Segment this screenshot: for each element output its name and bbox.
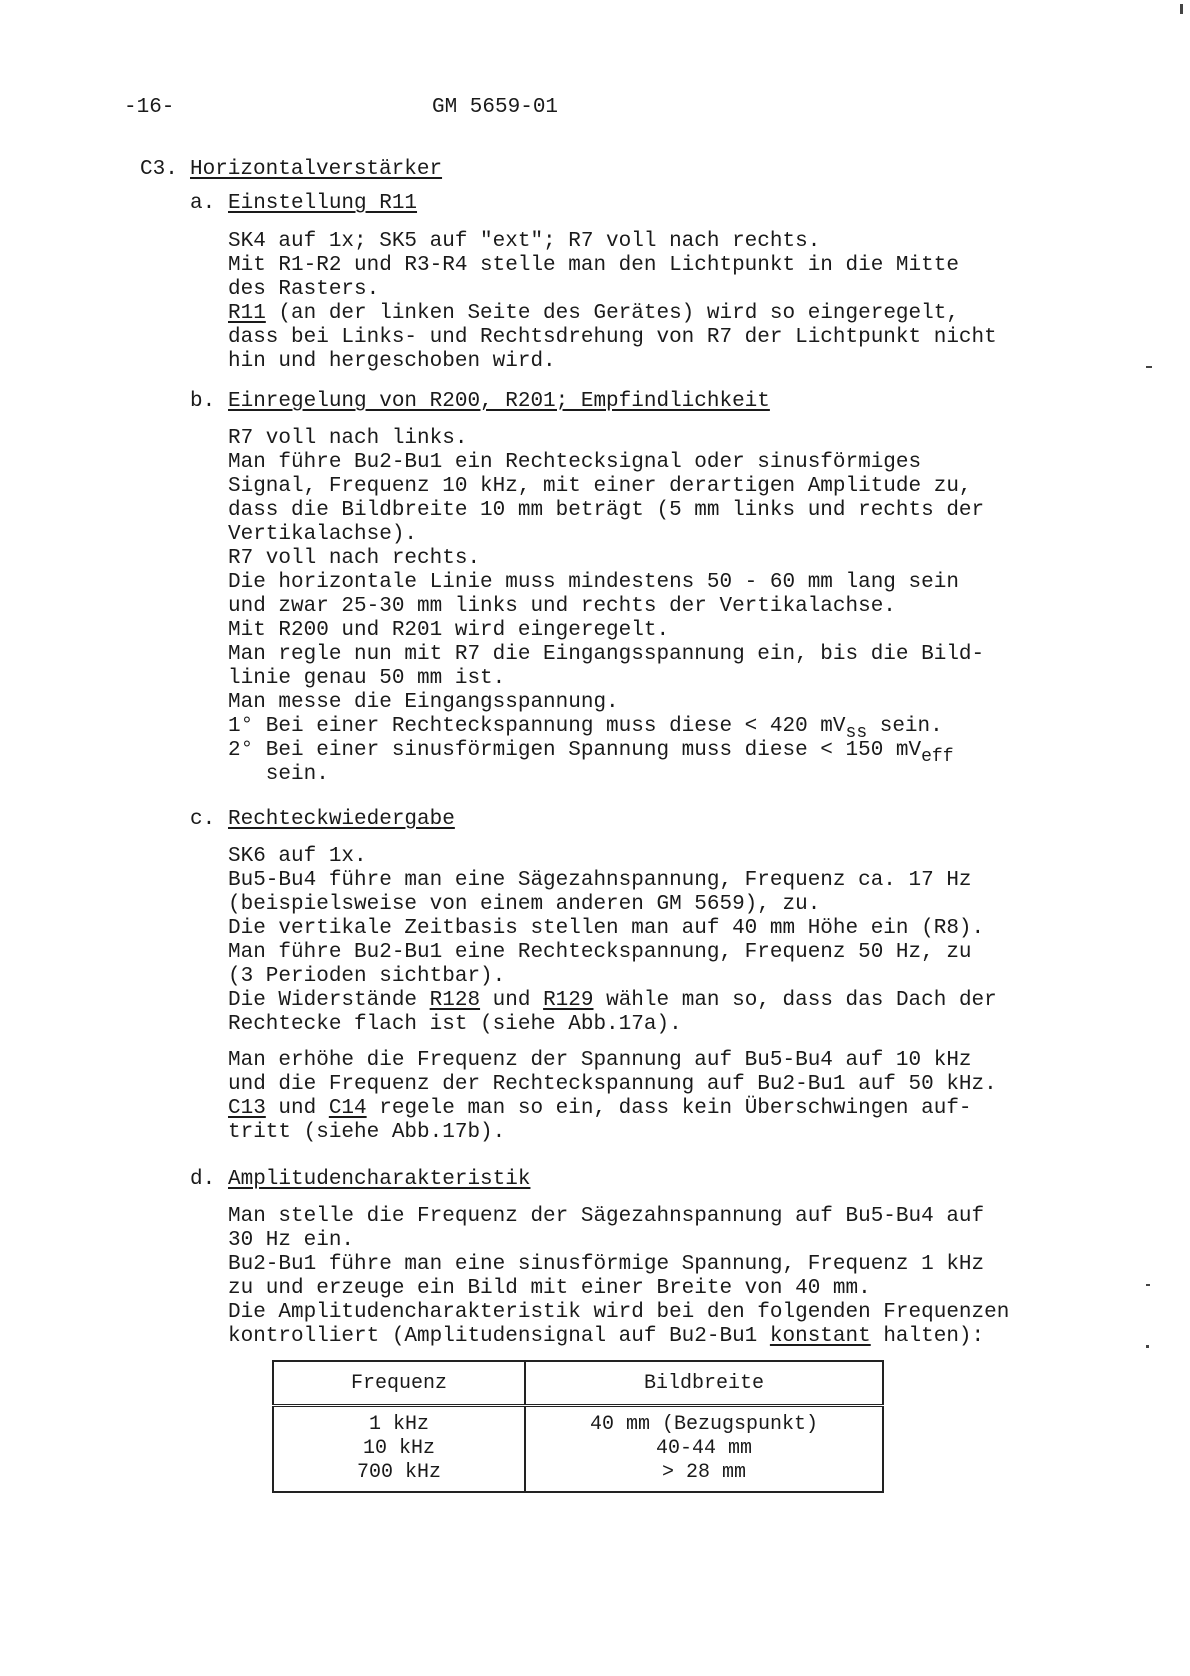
subsection-c-title: Rechteckwiedergabe	[228, 808, 455, 831]
frequency-value: 1 kHz	[368, 1413, 429, 1436]
subsection-b-title: Einregelung von R200, R201; Empfindlichkeit	[228, 390, 770, 413]
text-line: Bu2-Bu1 führe man eine sinusförmige Spannung, Frequenz 1 kHz	[228, 1253, 985, 1276]
text-line: Man regle nun mit R7 die Eingangsspannung ein, bis die Bild-	[228, 643, 985, 666]
text-span: sein.	[867, 715, 943, 738]
subsection-b-label: b.	[190, 390, 216, 413]
subscript: ss	[845, 723, 868, 743]
text-span: und	[480, 989, 544, 1012]
width-value: 40-44 mm	[655, 1437, 752, 1460]
subscript: eff	[921, 747, 954, 767]
subsection-d-label: d.	[190, 1168, 216, 1191]
text-span: Die Widerstände	[228, 989, 430, 1012]
ref-c14: C14	[328, 1097, 367, 1120]
text-line: Mit R1-R2 und R3-R4 stelle man den Lichtpunkt in die Mitte	[228, 254, 959, 277]
text-line: (3 Perioden sichtbar).	[228, 965, 506, 988]
text-line: R7 voll nach rechts.	[228, 547, 481, 570]
frequency-cell	[273, 1406, 525, 1493]
subsection-c-label: c.	[190, 808, 216, 831]
frequency-value: 700 kHz	[356, 1461, 441, 1484]
text-line: zu und erzeuge ein Bild mit einer Breite von 40 mm.	[228, 1277, 871, 1300]
scan-mark	[1180, 4, 1183, 14]
text-line: dass bei Links- und Rechtsdrehung von R7 der Lichtpunkt nicht	[228, 326, 997, 349]
text-line: Bu5-Bu4 führe man eine Sägezahnspannung, Frequenz ca. 17 Hz	[228, 869, 972, 892]
text-line: Man führe Bu2-Bu1 eine Rechteckspannung, Frequenz 50 Hz, zu	[228, 941, 972, 964]
text-span: 1° Bei einer Rechteckspannung muss diese < 420 mV	[228, 715, 846, 738]
width-value: 40 mm (Bezugspunkt)	[589, 1413, 819, 1436]
text-line: SK4 auf 1x; SK5 auf "ext"; R7 voll nach rechts.	[228, 230, 821, 253]
text-span: regele man so ein, dass kein Überschwingen auf-	[366, 1097, 972, 1120]
column-header-bildbreite: Bildbreite	[525, 1361, 883, 1406]
text-line: Man stelle die Frequenz der Sägezahnspannung auf Bu5-Bu4 auf	[228, 1205, 985, 1228]
text-line: (beispielsweise von einem anderen GM 5659), zu.	[228, 893, 821, 916]
ref-r11: R11	[228, 302, 266, 325]
text-span: und	[265, 1097, 329, 1120]
text-line: und zwar 25-30 mm links und rechts der Vertikalachse.	[228, 595, 896, 618]
text-span: 2° Bei einer sinusförmigen Spannung muss diese < 150 mV	[228, 739, 922, 762]
text-span: wähle man so, dass das Dach der	[593, 989, 997, 1012]
text-line: Die Amplitudencharakteristik wird bei den folgenden Frequenzen	[228, 1301, 1010, 1324]
text-line: des Rasters.	[228, 278, 380, 301]
scan-mark	[1146, 366, 1152, 368]
text-line: Die horizontale Linie muss mindestens 50 - 60 mm lang sein	[228, 571, 959, 594]
width-value: > 28 mm	[661, 1461, 746, 1484]
text-line: Man führe Bu2-Bu1 ein Rechtecksignal oder sinusförmiges	[228, 451, 922, 474]
frequency-value: 10 kHz	[362, 1437, 435, 1460]
text-line	[228, 1325, 984, 1349]
text-line: tritt (siehe Abb.17b).	[228, 1121, 506, 1144]
frequency-table	[272, 1360, 884, 1493]
text-span: (an der linken Seite des Gerätes) wird so eingeregelt,	[265, 302, 959, 325]
subsection-a-label: a.	[190, 192, 216, 215]
text-line	[228, 739, 954, 769]
scan-mark	[1146, 1284, 1150, 1286]
ref-c13: C13	[228, 1097, 266, 1120]
text-line	[228, 302, 959, 326]
text-line: linie genau 50 mm ist.	[228, 667, 506, 690]
text-line: Die vertikale Zeitbasis stellen man auf 40 mm Höhe ein (R8).	[228, 917, 985, 940]
text-span: halten):	[870, 1325, 985, 1348]
section-number: C3.	[140, 158, 178, 181]
text-line: Mit R200 und R201 wird eingeregelt.	[228, 619, 670, 642]
text-line: dass die Bildbreite 10 mm beträgt (5 mm links und rechts der	[228, 499, 985, 522]
text-line: Man erhöhe die Frequenz der Spannung auf Bu5-Bu4 auf 10 kHz	[228, 1049, 972, 1072]
table-header-row	[273, 1361, 883, 1406]
text-line: Man messe die Eingangsspannung.	[228, 691, 619, 714]
table-row	[273, 1406, 883, 1493]
ref-r129: R129	[543, 989, 594, 1012]
text-line: Vertikalachse).	[228, 523, 418, 546]
subsection-a-title: Einstellung R11	[228, 192, 418, 215]
document-id: GM 5659-01	[432, 96, 559, 119]
text-line	[228, 989, 997, 1013]
text-line: 30 Hz ein.	[228, 1229, 355, 1252]
width-cell	[525, 1406, 883, 1493]
page-number: -16-	[124, 96, 175, 119]
section-title: Horizontalverstärker	[190, 158, 443, 181]
ref-r128: R128	[429, 989, 481, 1012]
subsection-d-title: Amplitudencharakteristik	[228, 1168, 531, 1191]
text-line: Signal, Frequenz 10 kHz, mit einer derartigen Amplitude zu,	[228, 475, 972, 498]
text-line: sein.	[228, 763, 329, 786]
scan-mark	[1146, 1345, 1149, 1348]
emphasis-konstant: konstant	[769, 1325, 871, 1348]
text-line	[228, 1097, 972, 1121]
column-header-frequenz: Frequenz	[273, 1361, 525, 1406]
text-line: SK6 auf 1x.	[228, 845, 367, 868]
text-line: und die Frequenz der Rechteckspannung auf Bu2-Bu1 auf 50 kHz.	[228, 1073, 997, 1096]
text-span: kontrolliert (Amplitudensignal auf Bu2-Bu1	[228, 1325, 770, 1348]
text-line: R7 voll nach links.	[228, 427, 468, 450]
text-line: Rechtecke flach ist (siehe Abb.17a).	[228, 1013, 682, 1036]
text-line: hin und hergeschoben wird.	[228, 350, 556, 373]
